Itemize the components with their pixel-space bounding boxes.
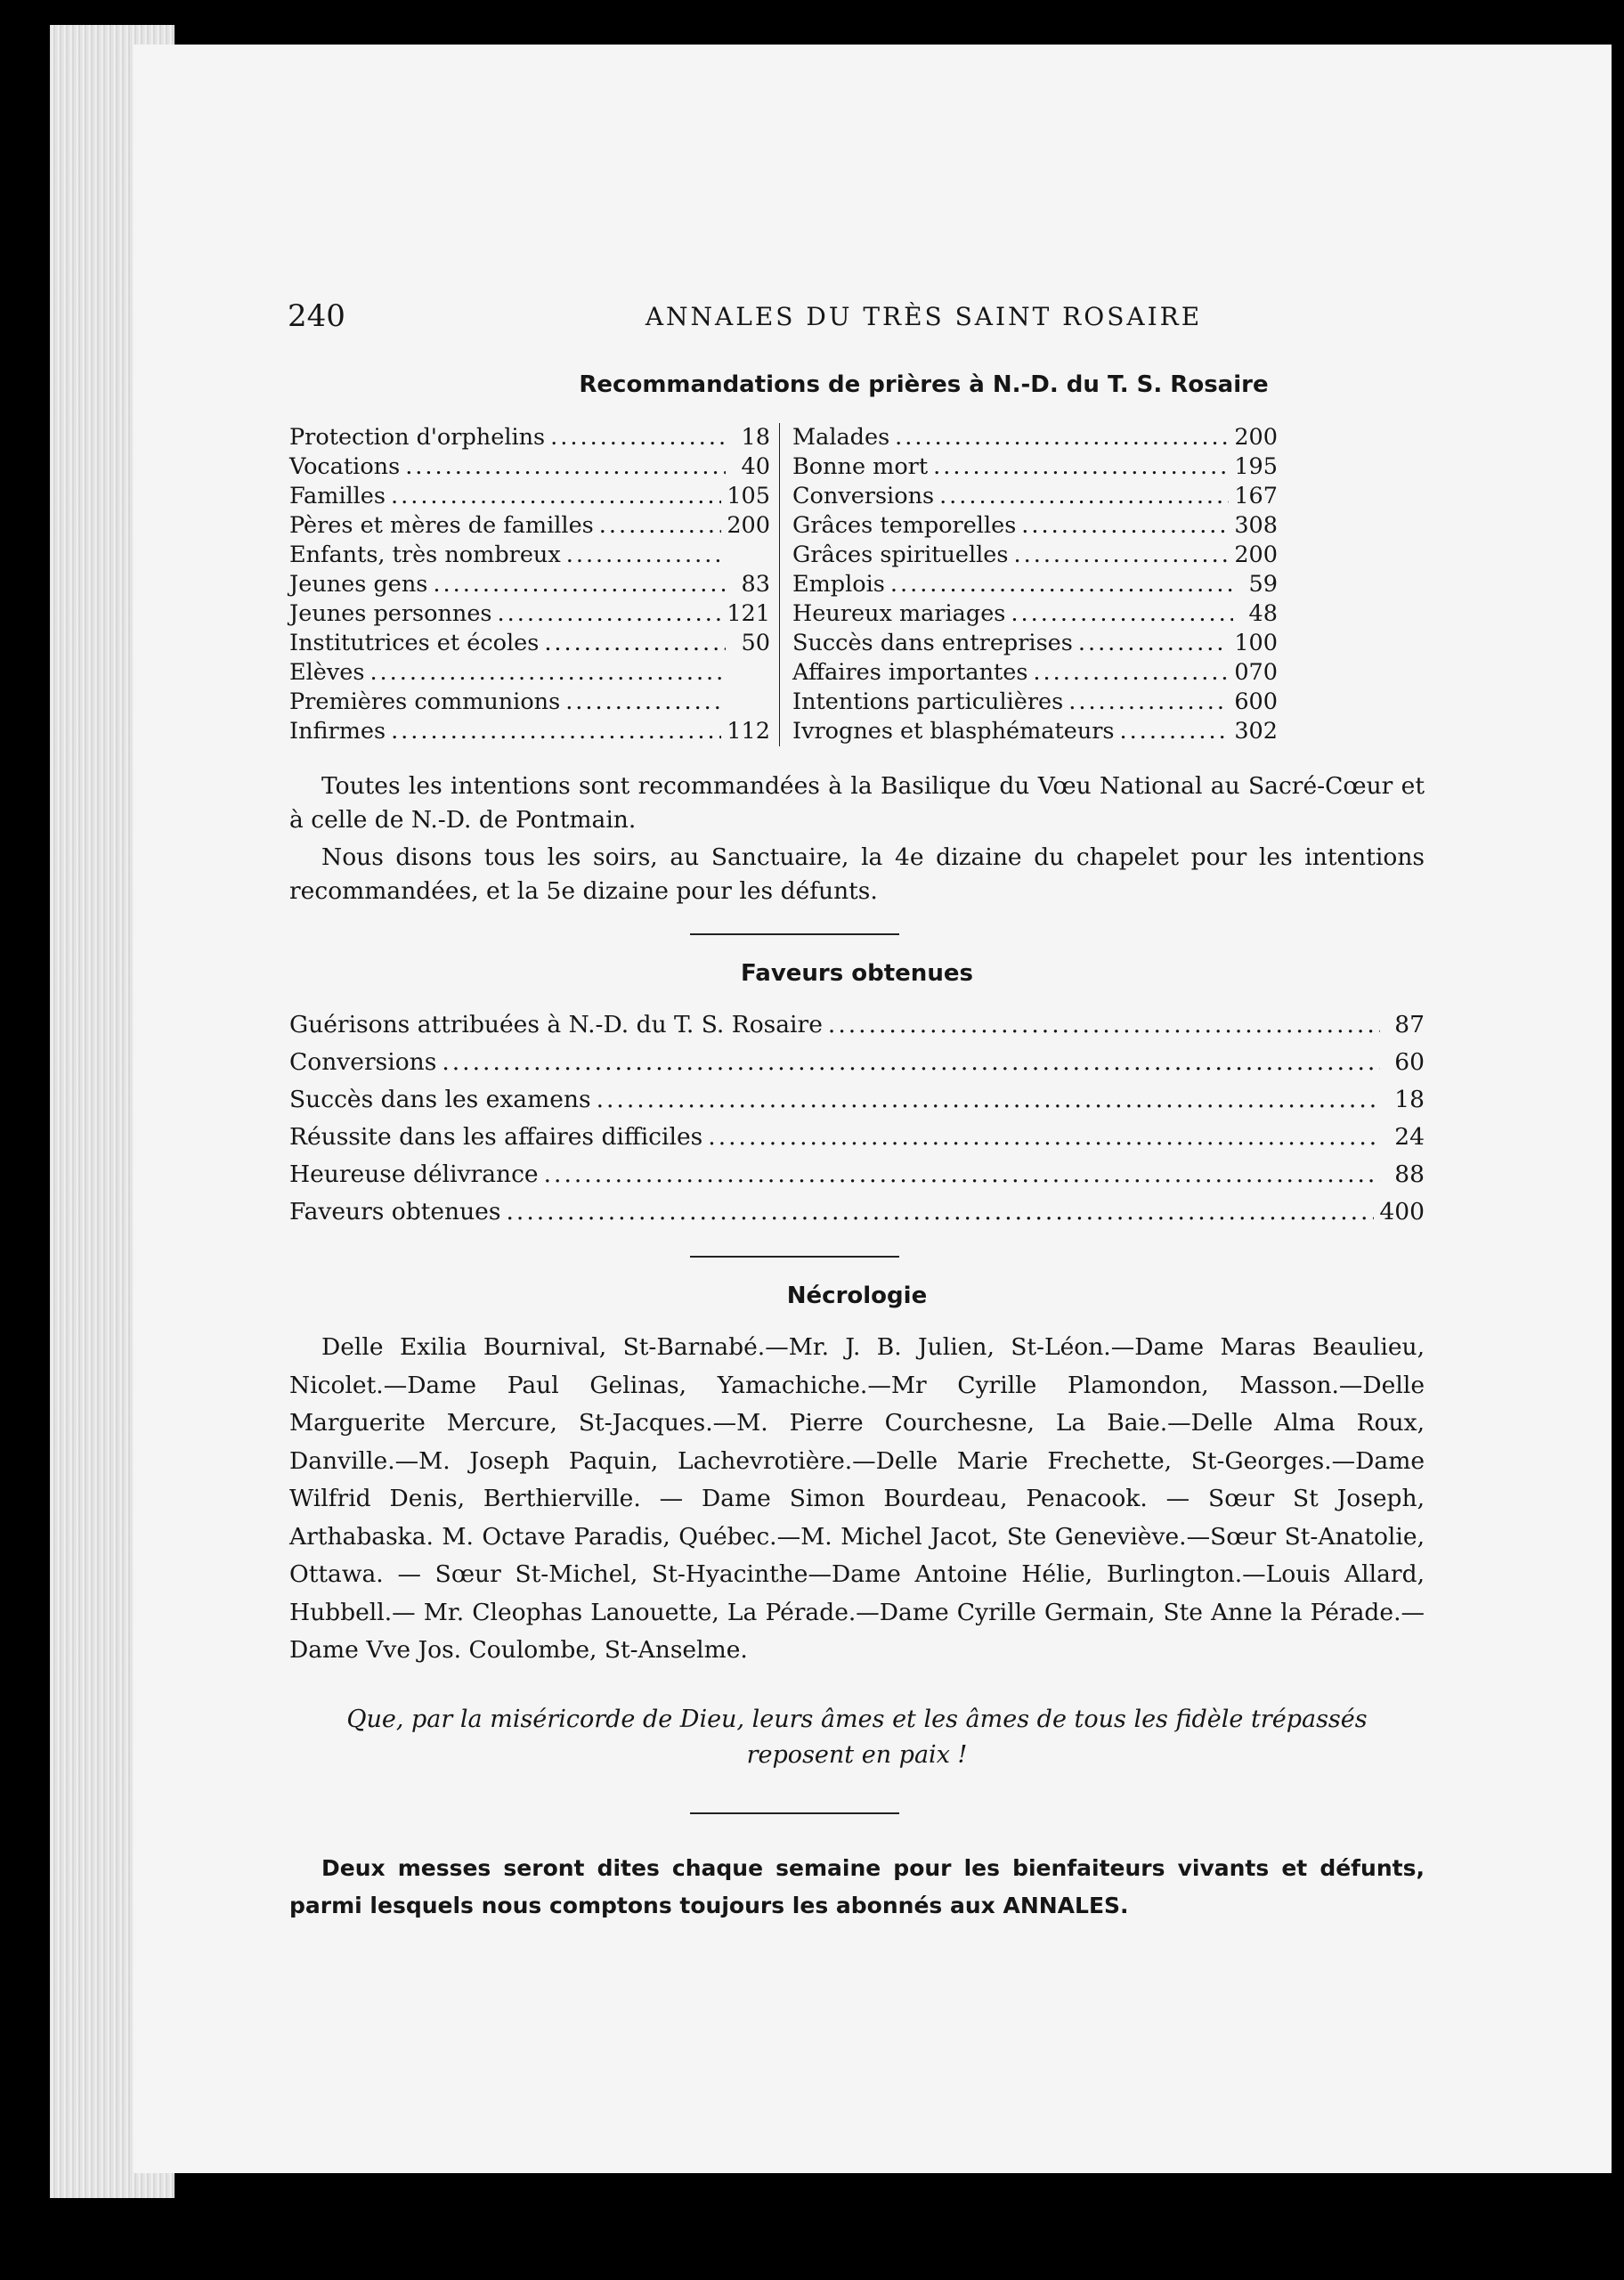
recommandations-title: Recommandations de prières à N.-D. du T. S. Rosaire bbox=[579, 371, 1269, 398]
intentions-left-column bbox=[289, 423, 780, 746]
intention-row: Intentions particulières ..... 600 bbox=[792, 688, 1278, 717]
section-divider bbox=[690, 1812, 899, 1814]
faveur-row: Guérisons attribuées à N.-D. du T. S. Rosaire ..... 87 bbox=[289, 1006, 1425, 1044]
faveurs-title: Faveurs obtenues bbox=[741, 960, 973, 987]
faveur-row: Heureuse délivrance ..... 88 bbox=[289, 1156, 1425, 1193]
intentions-right-column bbox=[780, 423, 1278, 746]
intention-row: Jeunes personnes ..... 121 bbox=[289, 599, 770, 629]
book-page bbox=[134, 45, 1612, 2173]
page-number: 240 bbox=[288, 298, 345, 334]
intentions-table bbox=[289, 423, 1425, 746]
intention-row: Ivrognes et blasphémateurs ..... 302 bbox=[792, 717, 1278, 746]
intention-row: Protection d'orphelins ..... 18 bbox=[289, 423, 770, 452]
intention-row: Enfants, très nombreux ..... bbox=[289, 541, 770, 570]
intention-row: Grâces temporelles ..... 308 bbox=[792, 511, 1278, 541]
running-head bbox=[289, 298, 1425, 352]
faveur-row: Faveurs obtenues ..... 400 bbox=[289, 1193, 1425, 1231]
intention-row: Malades ..... 200 bbox=[792, 423, 1278, 452]
running-title: ANNALES DU TRÈS SAINT ROSAIRE bbox=[645, 302, 1203, 331]
necrologie-text: Delle Exilia Bournival, St-Barnabé.—Mr. J. B. Julien, St-Léon.—Dame Maras Beaulieu, Nicolet.—Dame Paul Gelinas, Yamachiche.—Mr Cyrille Plamondon, Masson.—Delle Marguerite Mercure, St-Jacques.—M. Pierre Courchesne, La Baie.—Delle Alma Roux, Danville.—M. Joseph Paquin, Lachevrotière.—Delle Marie Frechette, St-Georges.—Dame Wilfrid Denis, Berthierville. — Dame Simon Bourdeau, Penacook. — Sœur St Joseph, Arthabaska. M. Octave Paradis, Québec.—M. Michel Jacot, Ste Geneviève.—Sœur St-Anatolie, Ottawa. — Sœur St-Michel, St-Hyacinthe—Dame Antoine Hélie, Burlington.—Louis Allard, Hubbell.— Mr. Cleophas Lanouette, La Pérade.—Dame Cyrille Germain, Ste Anne la Pérade.— Dame Vve Jos. Coulombe, St-Anselme. bbox=[289, 1333, 1425, 1664]
intention-row: Succès dans entreprises ..... 100 bbox=[792, 629, 1278, 658]
intention-row: Conversions ..... 167 bbox=[792, 482, 1278, 511]
faveur-row: Réussite dans les affaires difficiles ..... 24 bbox=[289, 1119, 1425, 1156]
section-divider bbox=[690, 1256, 899, 1258]
page-content bbox=[289, 254, 1425, 1925]
prayer-text: Que, par la miséricorde de Dieu, leurs âmes et les âmes de tous les fidèle trépassés reposent en paix ! bbox=[346, 1705, 1368, 1769]
intention-row: Affaires importantes ..... 070 bbox=[792, 658, 1278, 688]
intention-row: Infirmes ..... 112 bbox=[289, 717, 770, 746]
intention-row: Grâces spirituelles ..... 200 bbox=[792, 541, 1278, 570]
chapelet-paragraph: Nous disons tous les soirs, au Sanctuaire, la 4e dizaine du chapelet pour les intentions recommandées, et la 5e dizaine pour les défunts. bbox=[289, 843, 1425, 905]
intention-row: Pères et mères de familles ..... 200 bbox=[289, 511, 770, 541]
closing-notice: Deux messes seront dites chaque semaine pour les bienfaiteurs vivants et défunts, parmi lesquels nous comptons toujours les abonnés aux ANNALES. bbox=[289, 1854, 1425, 1918]
basilique-paragraph: Toutes les intentions sont recommandées à la Basilique du Vœu National au Sacré-Cœur et à celle de N.-D. de Pontmain. bbox=[289, 772, 1425, 834]
intention-row: Emplois ..... 59 bbox=[792, 570, 1278, 599]
intention-row: Premières communions ..... bbox=[289, 688, 770, 717]
faveurs-list bbox=[289, 1006, 1425, 1231]
section-divider bbox=[690, 933, 899, 935]
intention-row: Heureux mariages ..... 48 bbox=[792, 599, 1278, 629]
necrologie-title: Nécrologie bbox=[786, 1282, 928, 1309]
intention-row: Elèves ..... bbox=[289, 658, 770, 688]
intention-row: Institutrices et écoles ..... 50 bbox=[289, 629, 770, 658]
faveur-row: Succès dans les examens ..... 18 bbox=[289, 1081, 1425, 1119]
intention-row: Familles ..... 105 bbox=[289, 482, 770, 511]
intention-row: Vocations ..... 40 bbox=[289, 452, 770, 482]
intention-row: Jeunes gens ..... 83 bbox=[289, 570, 770, 599]
faveur-row: Conversions ..... 60 bbox=[289, 1044, 1425, 1081]
intention-row: Bonne mort ..... 195 bbox=[792, 452, 1278, 482]
